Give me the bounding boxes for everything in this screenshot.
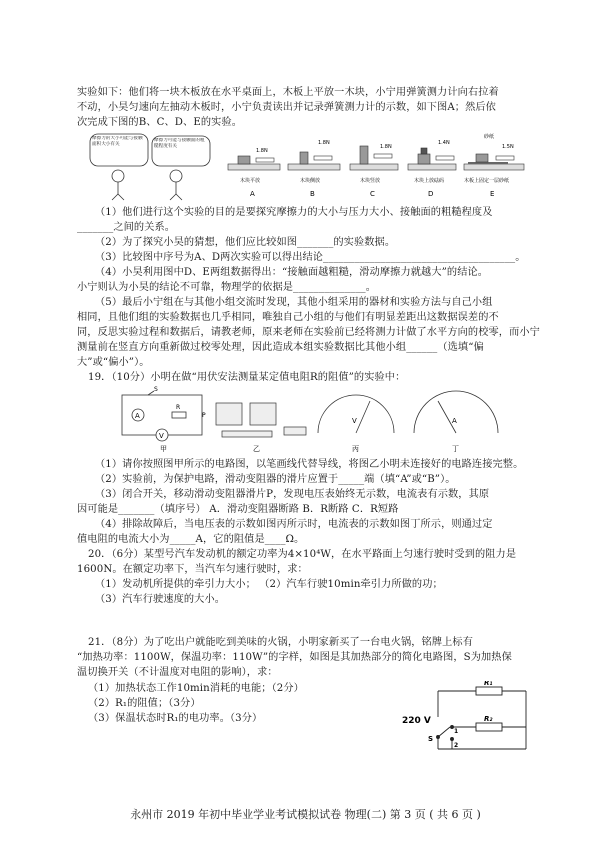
r2-label: R₂ xyxy=(484,715,493,723)
text-line: （1）加热状态工作10min消耗的电能；（2分） xyxy=(88,683,304,694)
text-line: “加热功率：1100W，保温功率：110W”的字样，如图是其加热部分的简化电路图，S为加热保 xyxy=(77,652,512,663)
text-line: 小宁则认为小昊的结论不可靠，物理学的依据是______________。 xyxy=(77,282,377,293)
question-20-title: 20．（6分）某型号汽车发动机的额定功率为4×10⁴W，在水平路面上匀速行驶时受到的阻力是 xyxy=(88,549,517,560)
caption-D: 木块上放砝码 xyxy=(414,178,445,184)
text-line: （5）最后小宁组在与其他小组交流时发现，其他小组采用的器材和实验方法与自己小组 xyxy=(95,297,493,308)
text-line: 测量前在竖直方向重新做过校零处理，因此造成本组实验数据比其他小组______（选填“偏 xyxy=(77,342,484,353)
setup-A xyxy=(228,148,280,198)
figure-jia-label: 甲 xyxy=(160,445,167,453)
switch-s-label: S xyxy=(428,735,434,743)
contact-2-label: 2 xyxy=(454,742,459,749)
text-line: 值电阻的电流大小为_____A，它的阻值是____Ω。 xyxy=(77,534,305,545)
text-line: （2）实验前，为保护电路，滑动变阻器的滑片应置于_____端（填“A”或“B”）。 xyxy=(95,474,456,485)
r1-label: R₁ xyxy=(484,681,493,687)
text-line: （3）闭合开关，移动滑动变阻器滑片P，发现电压表始终无示数，电流表有示数，其原 xyxy=(95,489,490,500)
letter-C: C xyxy=(370,190,375,198)
text-line: （1）他们进行这个实验的目的是要探究摩擦力的大小与压力大小、接触面的粗糙程度及 xyxy=(95,207,493,218)
voltage-label: 220 V xyxy=(402,716,431,726)
text-line: 不动，小昊匀速向左抽动木板时，小宁负责读出并记录弹簧测力计的示数，如下图A；然后依 xyxy=(77,102,496,113)
caption-C: 木块竖放 xyxy=(360,178,381,184)
letter-D: D xyxy=(428,190,434,198)
bubble-left-text: 摩擦力的大小可能与接触面积大小有关 xyxy=(92,136,143,147)
question-19-title: 19．（10分）小明在做“用伏安法测量某定值电阻R的阻值”的实验中： xyxy=(88,372,406,383)
setup-C xyxy=(350,144,398,198)
cartoon-students xyxy=(90,134,210,200)
voltammetry-figures xyxy=(118,385,508,455)
text-line: 1600N。在额定功率下，当汽车匀速行驶时，求： xyxy=(77,564,308,575)
text-line: （4）排除故障后，当电压表的示数如图丙所示时，电流表的示数如图丁所示，则通过定 xyxy=(95,519,493,530)
text-line: （2）R₁的阻值；（3分） xyxy=(88,698,201,709)
text-line: （1）请你按照图甲所示的电路图，以笔画线代替导线，将图乙小明未连接好的电路连接完整。 xyxy=(95,459,524,470)
text-line: （3）比较图中序号为A、D两次实验可以得出结论_____________________________________。 xyxy=(95,252,526,263)
voltmeter-dial-bing xyxy=(318,395,394,433)
text-line: 相同，且他们组的实验数据也几乎相同，唯独自己小组的与他们有明显差距出这数据误差的不 xyxy=(77,312,499,323)
setup-D xyxy=(408,140,456,198)
text-line: （3）保温状态时R₁的电功率。（3分） xyxy=(88,713,263,724)
page-footer: 永州市 2019 年初中毕业学业考试模拟试卷 物理(二) 第 3 页 ( 共 6 页 ) xyxy=(130,808,481,821)
caption-E: 木板上固定一层砂纸 xyxy=(464,178,510,184)
caption-B: 木块侧放 xyxy=(300,178,321,184)
text-line: 大”或“偏小”）。 xyxy=(77,357,150,368)
text-line: _______之间的关系。 xyxy=(77,222,176,233)
figure-ding-label: 丁 xyxy=(452,445,459,453)
text-line: 温切换开关（不计温度对电阻的影响），求： xyxy=(77,667,278,678)
contact-1-label: 1 xyxy=(454,728,459,735)
text-line: 次完成下图的B、C、D、E的实验。 xyxy=(77,117,243,128)
letter-B: B xyxy=(310,190,315,198)
reading-A: 1.8N xyxy=(256,148,268,154)
physical-setup-yi xyxy=(216,403,306,437)
setup-B xyxy=(288,140,340,198)
slider-P-label: P xyxy=(202,412,206,419)
ammeter-dial-ding xyxy=(414,391,498,433)
figure-bing-label: 丙 xyxy=(352,445,359,453)
reading-B: 1.8N xyxy=(318,140,330,146)
heater-circuit-diagram xyxy=(398,681,530,756)
text-line: （4）小昊利用图中D、E两组数据得出：“接触面越粗糙，滑动摩擦力就越大”的结论。 xyxy=(95,267,489,278)
resistor-R-label: R xyxy=(176,404,181,411)
setup-E xyxy=(464,133,524,198)
dial-V-label: V xyxy=(352,417,357,425)
figure-yi-label: 乙 xyxy=(253,445,260,453)
text-line: 同，反思实验过程和数据后，请教老师，原来老师在实验前已经将测力计做了水平方向的校零，而小宁 xyxy=(77,327,540,338)
caption-A: 木块平放 xyxy=(240,178,261,184)
question-21-title: 21．（8分）为了吃出户就能吃到美味的火锅，小明家新买了一台电火锅，铭牌上标有 xyxy=(88,637,473,648)
sandpaper-label: 砂纸 xyxy=(484,134,495,140)
bubble-right-text: 摩擦力可能与接触面的粗糙程度有关 xyxy=(154,138,205,149)
friction-experiment-figure xyxy=(88,132,528,202)
reading-E: 1.5N xyxy=(502,144,514,150)
letter-A: A xyxy=(250,190,255,198)
text-line: （1）发动机所提供的牵引力大小； （2）汽车行驶10min牵引力所做的功； xyxy=(95,579,443,590)
switch-S-label: S xyxy=(154,386,158,393)
text-line: 因可能是_______（填序号） A．滑动变阻器断路 B．R断路 C．R短路 xyxy=(77,504,399,515)
ammeter-A-label: A xyxy=(135,412,140,420)
voltmeter-V-label: V xyxy=(159,432,164,440)
letter-E: E xyxy=(490,190,495,198)
reading-D: 1.4N xyxy=(438,140,450,146)
text-line: 实验如下：他们将一块木板放在水平桌面上，木板上平放一木块，小宁用弹簧测力计向右拉着 xyxy=(77,87,499,98)
text-line: （2）为了探究小昊的猜想，他们应比较如图_______的实验数据。 xyxy=(95,237,396,248)
text-line: （3）汽车行驶速度的大小。 xyxy=(95,594,226,605)
dial-A-label: A xyxy=(452,417,457,425)
reading-C: 1.8N xyxy=(380,144,392,150)
